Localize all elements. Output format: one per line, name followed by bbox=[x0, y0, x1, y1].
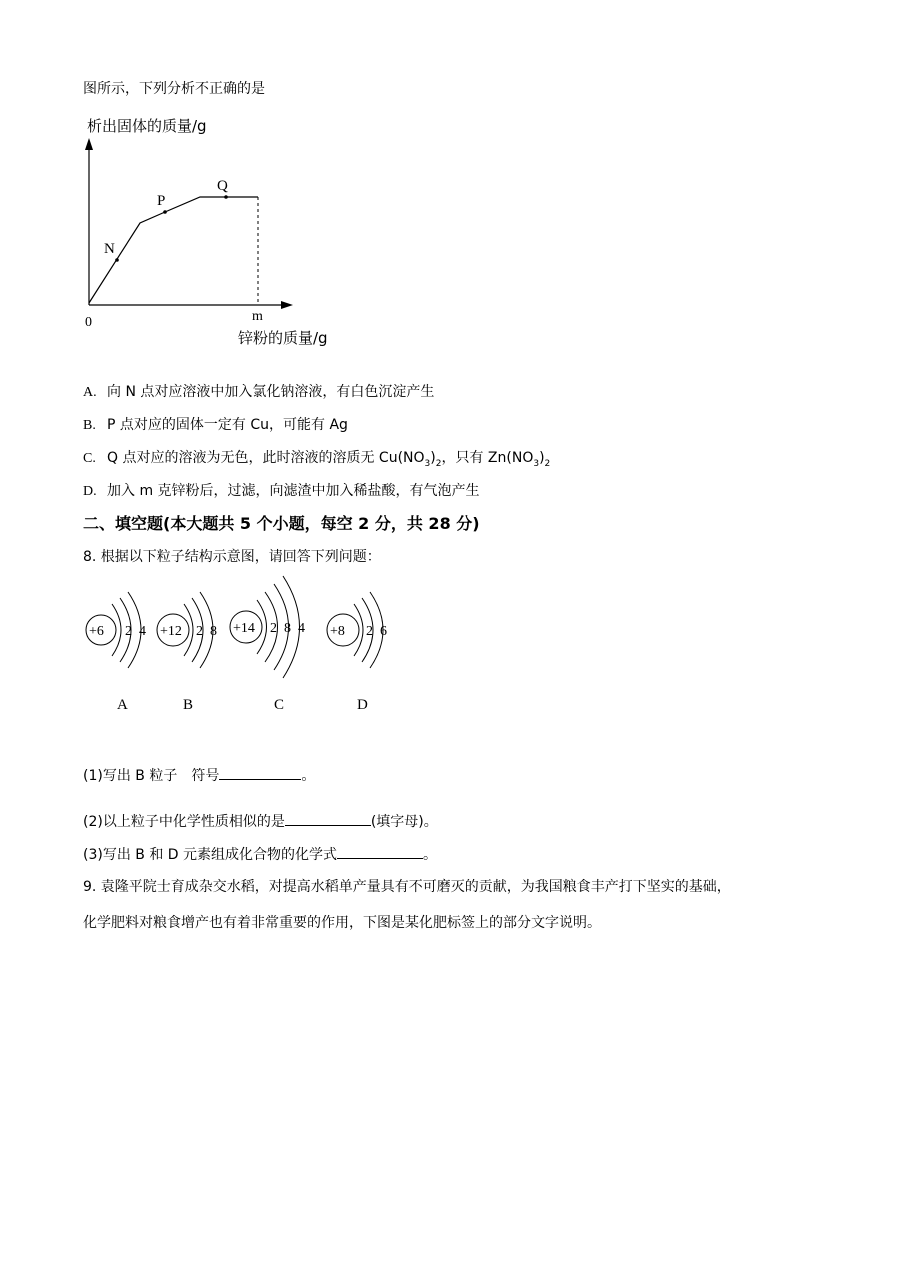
svg-text:4: 4 bbox=[139, 624, 146, 639]
option-b: B. P 点对应的固体一定有 Cu，可能有 Ag bbox=[83, 417, 348, 433]
point-n-marker bbox=[115, 258, 119, 262]
svg-text:6: 6 bbox=[380, 624, 387, 639]
svg-text:8: 8 bbox=[210, 624, 217, 639]
answer-blank-3[interactable] bbox=[337, 844, 423, 859]
point-p-label: P bbox=[157, 193, 166, 209]
y-axis bbox=[85, 138, 93, 305]
q8-sub3: (3)写出 B 和 D 元素组成化合物的化学式 。 bbox=[83, 844, 437, 864]
chart-y-label: 析出固体的质量/g bbox=[87, 117, 207, 135]
option-d: D. 加入 m 克锌粉后，过滤，向滤渣中加入稀盐酸，有气泡产生 bbox=[83, 483, 480, 499]
svg-text:C: C bbox=[274, 697, 285, 713]
q9-line1: 9. 袁隆平院士育成杂交水稻，对提高水稻单产量具有不可磨灭的贡献，为我国粮食丰产打下坚实的基础， bbox=[83, 879, 731, 895]
particle-d bbox=[327, 592, 387, 713]
data-line bbox=[89, 197, 258, 303]
q8-stem: 8. 根据以下粒子结构示意图，请回答下列问题： bbox=[83, 549, 381, 565]
svg-text:+14: +14 bbox=[233, 621, 255, 636]
chart-x-label: 锌粉的质量/g bbox=[238, 329, 328, 347]
option-a: A. 向 N 点对应溶液中加入氯化钠溶液，有白色沉淀产生 bbox=[83, 384, 435, 400]
svg-text:2: 2 bbox=[196, 624, 203, 639]
svg-text:4: 4 bbox=[298, 621, 305, 636]
x-axis bbox=[89, 301, 293, 309]
origin-label: 0 bbox=[85, 315, 92, 330]
svg-text:B: B bbox=[183, 697, 194, 713]
option-c: C. Q 点对应的溶液为无色，此时溶液的溶质无 $Cu(NO_3)_2$，只有 $Zn(NO_3)_2$ bbox=[83, 450, 551, 469]
svg-text:D: D bbox=[357, 697, 368, 713]
section-title: 二、填空题(本大题共 5 个小题，每空 2 分，共 28 分) bbox=[83, 514, 480, 533]
question-intro: 图所示，下列分析不正确的是 bbox=[83, 81, 265, 97]
point-q-marker bbox=[224, 195, 228, 199]
point-p-marker bbox=[163, 210, 167, 214]
point-q-label: Q bbox=[217, 178, 228, 194]
svg-text:8: 8 bbox=[284, 621, 291, 636]
svg-text:+6: +6 bbox=[89, 624, 104, 639]
particle-a bbox=[86, 592, 146, 713]
particle-c bbox=[230, 576, 305, 713]
svg-text:2: 2 bbox=[270, 621, 277, 636]
svg-text:A: A bbox=[117, 697, 128, 713]
answer-blank-2[interactable] bbox=[285, 811, 371, 826]
svg-text:+12: +12 bbox=[160, 624, 182, 639]
point-n-label: N bbox=[104, 241, 115, 257]
answer-blank-1[interactable] bbox=[219, 765, 301, 780]
svg-text:2: 2 bbox=[125, 624, 132, 639]
x-tick-m: m bbox=[252, 309, 263, 324]
q9-line2: 化学肥料对粮食增产也有着非常重要的作用，下图是某化肥标签上的部分文字说明。 bbox=[83, 915, 601, 931]
svg-text:+8: +8 bbox=[330, 624, 345, 639]
q8-sub2: (2)以上粒子中化学性质相似的是 (填字母)。 bbox=[83, 811, 438, 831]
particle-b bbox=[157, 592, 217, 713]
svg-text:2: 2 bbox=[366, 624, 373, 639]
q8-sub1: (1)写出 B 粒子 符号 。 bbox=[83, 765, 315, 785]
